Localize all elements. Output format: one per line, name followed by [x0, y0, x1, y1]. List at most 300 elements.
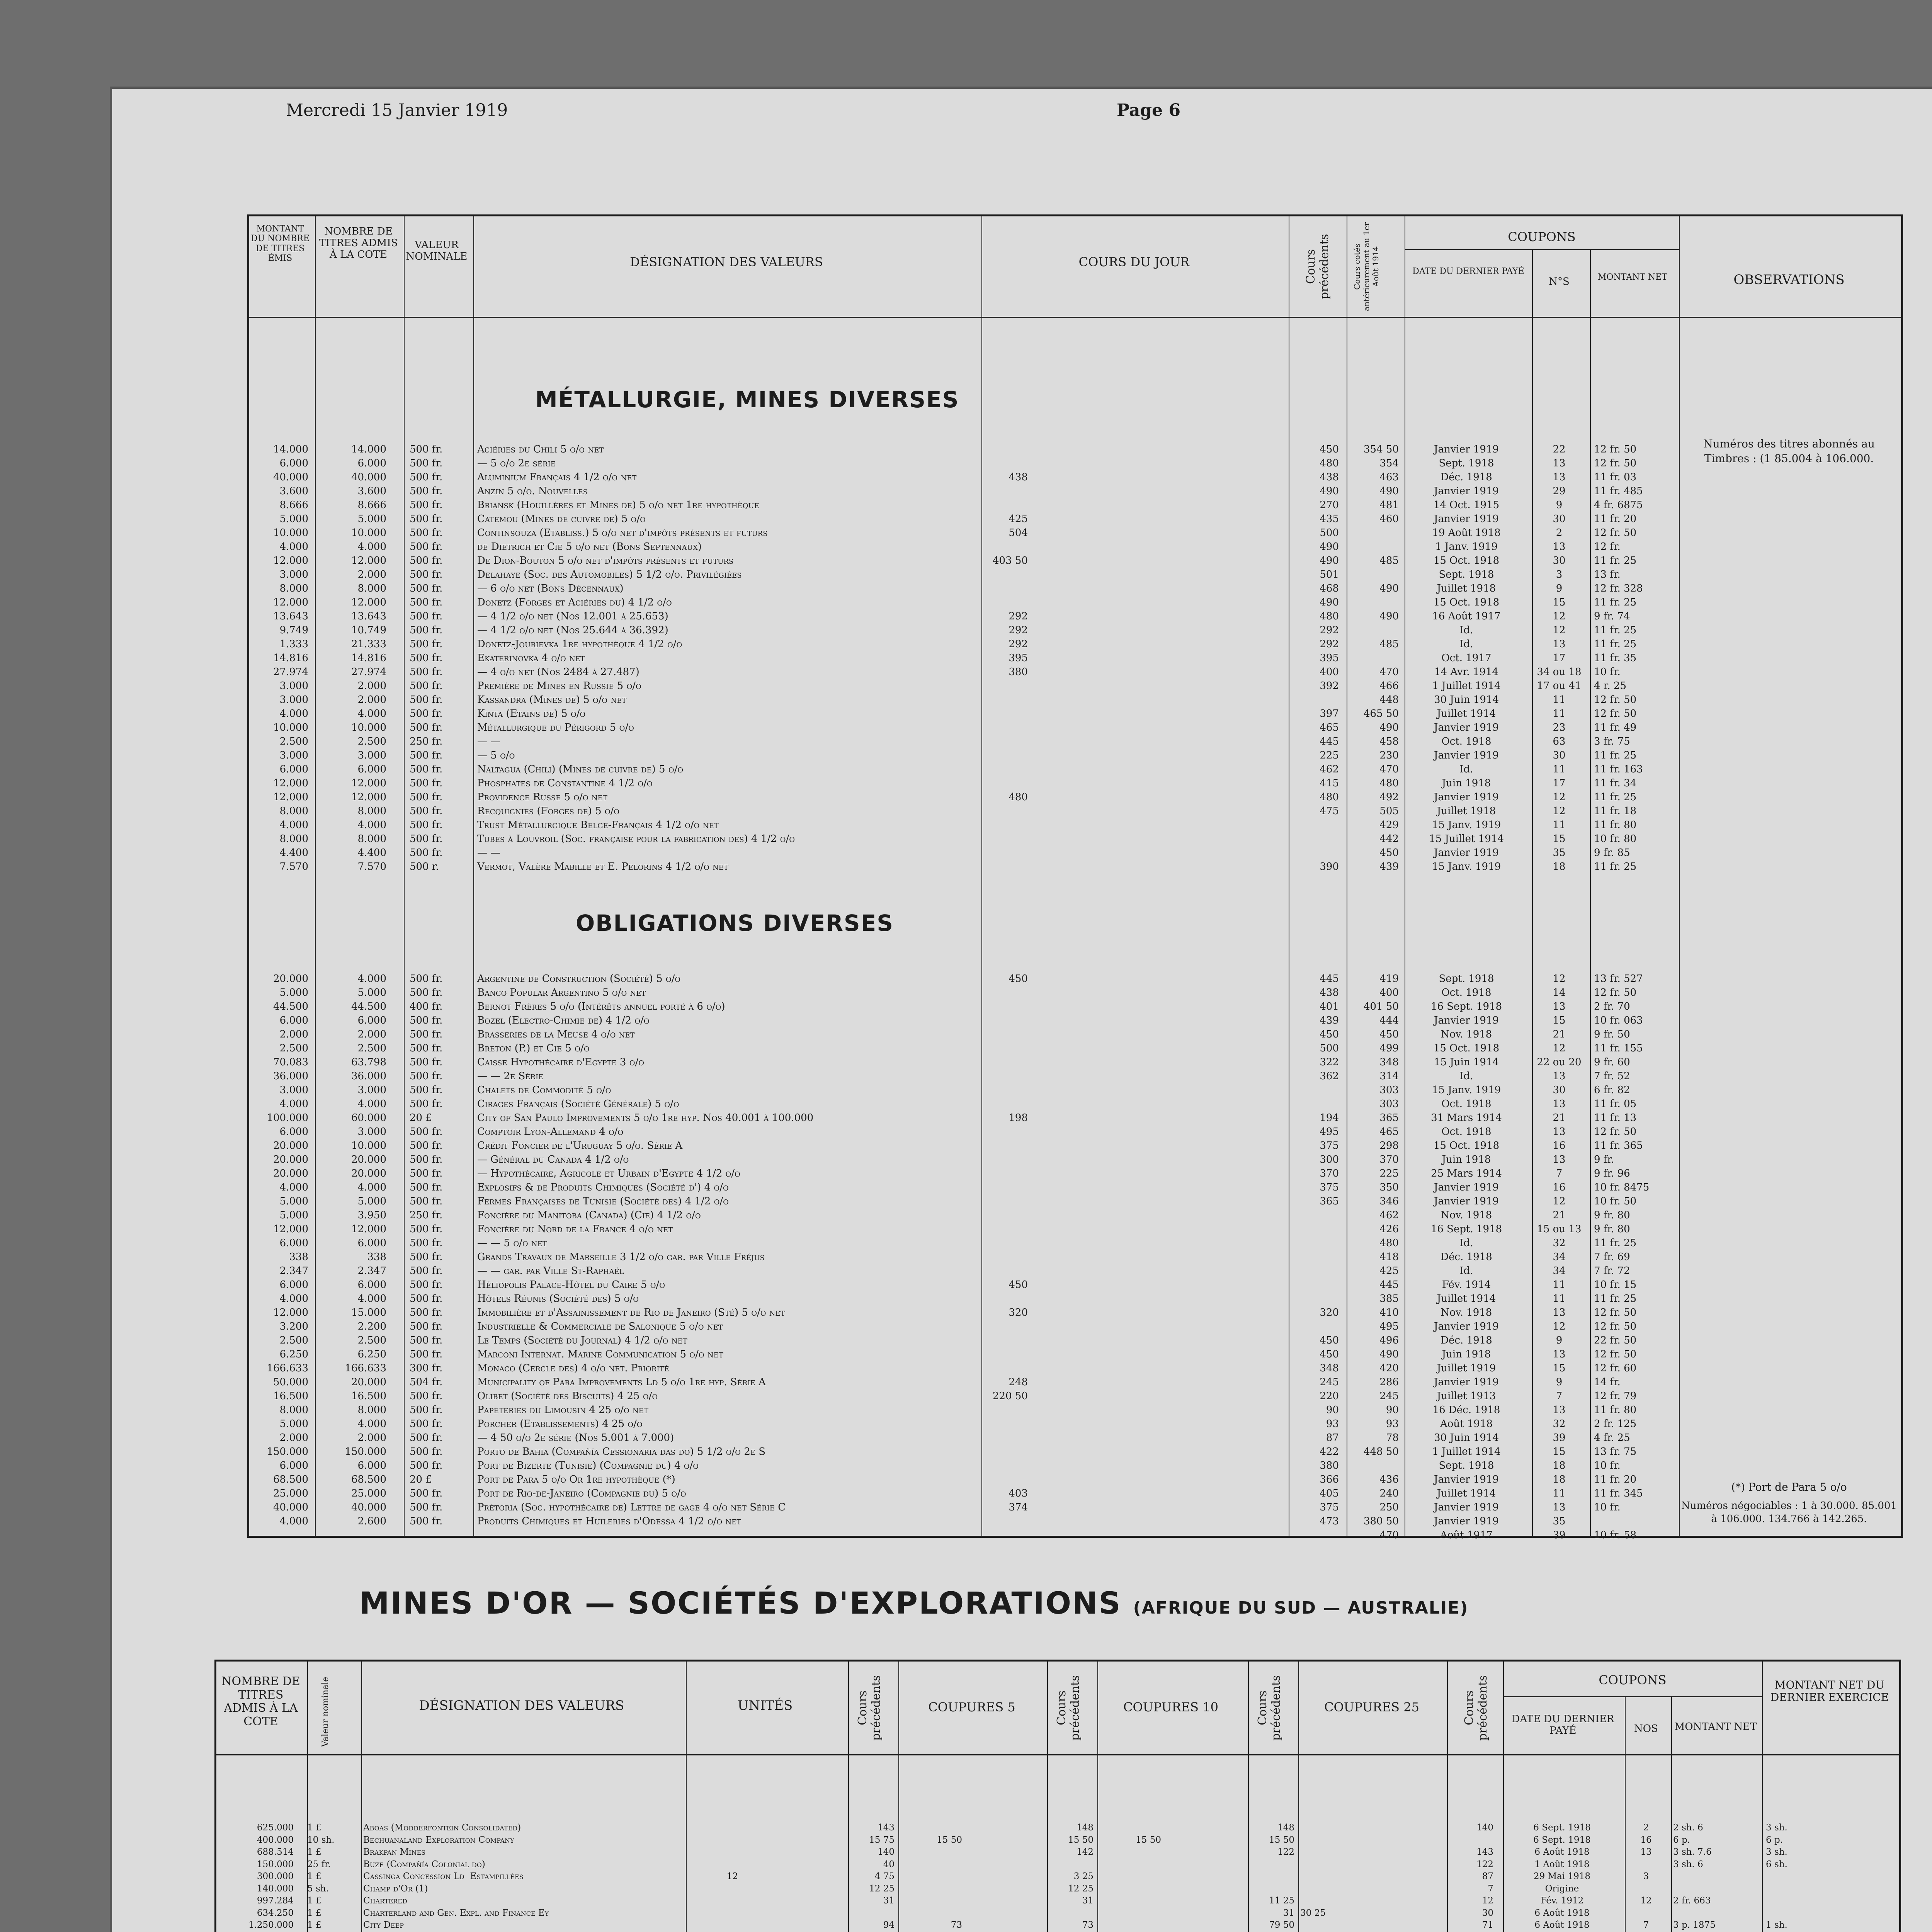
- table-cell: [983, 540, 1028, 554]
- table-cell: [983, 1333, 1028, 1347]
- table-cell: Brakpan Mines: [363, 1847, 426, 1857]
- table-cell: 6 Août 1918: [1534, 1920, 1590, 1930]
- obl-col-no: [1530, 972, 1588, 1542]
- table-cell: Kinta (Etains de) 5 o/o: [477, 708, 586, 719]
- table-cell: 30: [1553, 1084, 1566, 1096]
- col-header-designation: DÉSIGNATION DES VALEURS: [630, 255, 823, 269]
- table-cell: 625.000: [257, 1823, 294, 1833]
- table-cell: Oct. 1918: [1441, 1098, 1492, 1110]
- table-cell: 7: [1488, 1883, 1493, 1894]
- table-cell: 22 ou 20: [1537, 1056, 1582, 1068]
- col-header-coupons: COUPONS: [1508, 230, 1576, 244]
- table-cell: [688, 1834, 738, 1847]
- table-cell: 500 fr.: [410, 611, 443, 622]
- table-cell: 500 fr.: [410, 597, 443, 608]
- table-cell: [1300, 1919, 1439, 1932]
- table-cell: [983, 1473, 1028, 1486]
- table-cell: 496: [1379, 1335, 1399, 1346]
- table-cell: 500 fr.: [410, 1015, 443, 1026]
- table-cell: Monaco (Cercle des) 4 o/o net. Prioritè: [477, 1362, 669, 1374]
- table-cell: 245: [1320, 1376, 1339, 1388]
- table-cell: 1 Juillet 1914: [1432, 1446, 1501, 1458]
- table-cell: Bechuanaland Exploration Company: [363, 1835, 514, 1845]
- table-cell: 94: [883, 1920, 895, 1930]
- page-header: [112, 89, 1932, 124]
- table-cell: 9.749: [279, 624, 308, 636]
- table-cell: 12.000: [273, 1307, 308, 1318]
- table-cell: 4.000: [357, 1182, 386, 1193]
- table-cell: 4.000: [357, 1098, 386, 1110]
- table-cell: 415: [1320, 777, 1339, 789]
- table-cell: 9: [1556, 583, 1563, 594]
- table-cell: 397: [1320, 708, 1339, 719]
- table-cell: [900, 1822, 962, 1834]
- table-cell: 15 50: [1068, 1835, 1094, 1845]
- table-cell: 3 p. 1875: [1673, 1920, 1716, 1930]
- table-cell: 12.000: [273, 777, 308, 789]
- table-cell: 292: [1009, 624, 1028, 636]
- table-cell: 4 fr. 6875: [1594, 499, 1643, 511]
- table-cell: 11: [1553, 1293, 1566, 1304]
- table-cell: 13: [1553, 1070, 1566, 1082]
- table-cell: [1099, 1883, 1161, 1895]
- table-cell: 300.000: [257, 1871, 294, 1881]
- table-cell: [688, 1859, 738, 1871]
- table-cell: 248: [1009, 1376, 1028, 1388]
- table-cell: Fév. 1912: [1540, 1896, 1584, 1906]
- table-cell: 500 fr.: [410, 1404, 443, 1416]
- gm-col-date: [1501, 1822, 1623, 1932]
- table-cell: 1.333: [279, 638, 308, 650]
- table-cell: 9 fr. 60: [1594, 1056, 1630, 1068]
- table-cell: 4.000: [357, 541, 386, 553]
- table-cell: 380: [1009, 666, 1028, 678]
- table-cell: [1623, 1907, 1669, 1920]
- table-cell: 500 fr.: [410, 1390, 443, 1402]
- table-cell: 17: [1553, 652, 1566, 664]
- table-cell: 395: [1009, 652, 1028, 664]
- table-cell: 500 fr.: [410, 973, 443, 985]
- table-cell: 6 sh.: [1766, 1859, 1787, 1869]
- table-cell: 500 fr.: [410, 847, 443, 859]
- table-cell: 16 Déc. 1918: [1432, 1404, 1500, 1416]
- table-cell: 12.000: [273, 791, 308, 803]
- table-cell: [983, 1431, 1028, 1445]
- table-cell: 20.000: [273, 1154, 308, 1165]
- table-cell: 3 25: [1073, 1871, 1094, 1881]
- table-cell: 480: [1379, 777, 1399, 789]
- table-cell: 500 fr.: [410, 527, 443, 539]
- table-cell: 20.000: [273, 1140, 308, 1151]
- table-cell: 140: [1476, 1823, 1493, 1833]
- table-cell: 435: [1320, 513, 1339, 525]
- table-cell: 500 fr.: [410, 722, 443, 733]
- table-cell: 29 Mai 1918: [1533, 1871, 1591, 1881]
- table-cell: 25 fr.: [307, 1859, 331, 1869]
- table-cell: 12 fr. 50: [1594, 527, 1637, 539]
- table-cell: — 5 o/o 2e série: [477, 457, 556, 469]
- table-cell: Breton (P.) et Cie 5 o/o: [477, 1043, 590, 1054]
- table-cell: 40: [883, 1859, 895, 1869]
- table-cell: 16.500: [273, 1390, 308, 1402]
- table-cell: 11 fr. 345: [1594, 1488, 1643, 1499]
- table-cell: Comptoir Lyon-Allemand 4 o/o: [477, 1126, 624, 1138]
- table-cell: 500 fr.: [410, 485, 443, 497]
- table-cell: [315, 1528, 386, 1542]
- table-cell: 15: [1553, 1015, 1566, 1026]
- table-cell: [1766, 1871, 1897, 1883]
- table-cell: 6.000: [279, 1126, 308, 1138]
- table-cell: 11 fr. 485: [1594, 485, 1643, 497]
- table-cell: 13.643: [273, 611, 308, 622]
- table-cell: 480: [1009, 791, 1028, 803]
- table-cell: 36.000: [273, 1070, 308, 1082]
- table-cell: 11 fr. 25: [1594, 791, 1637, 803]
- table-cell: Déc. 1918: [1440, 1251, 1492, 1263]
- table-cell: Août 1918: [1440, 1418, 1493, 1430]
- table-cell: Héliopolis Palace-Hôtel du Caire 5 o/o: [477, 1279, 665, 1291]
- table-cell: 2.347: [357, 1265, 386, 1277]
- table-cell: City Deep: [363, 1920, 404, 1930]
- table-cell: 220: [1320, 1390, 1339, 1402]
- table-cell: 3.000: [357, 1126, 386, 1138]
- gold-mines-title-main: MINES D'OR — SOCIÉTÉS D'EXPLORATIONS: [359, 1586, 1122, 1621]
- table-cell: [1099, 1846, 1161, 1859]
- table-cell: 7 fr. 52: [1594, 1070, 1630, 1082]
- table-cell: 12 fr. 50: [1594, 987, 1637, 998]
- table-cell: [900, 1895, 962, 1907]
- table-cell: Nov. 1918: [1440, 1209, 1492, 1221]
- table-cell: Janvier 1919: [1434, 750, 1499, 761]
- table-cell: — Général du Canada 4 1/2 o/o: [477, 1154, 629, 1165]
- table-cell: [983, 1153, 1028, 1167]
- table-cell: 3 sh. 7.6: [1673, 1847, 1712, 1857]
- table-cell: 13 fr. 527: [1594, 973, 1643, 985]
- table-cell: de Dietrich et Cie 5 o/o net (Bons Septennaux): [477, 541, 702, 553]
- table-cell: Hôtels Réunis (Société des) 5 o/o: [477, 1293, 639, 1304]
- table-cell: [1349, 623, 1399, 637]
- table-cell: [1047, 1859, 1094, 1871]
- table-cell: 60.000: [351, 1112, 386, 1124]
- table-cell: Juillet 1914: [1437, 1488, 1496, 1499]
- table-cell: Juillet 1918: [1437, 805, 1496, 817]
- table-cell: [983, 1250, 1028, 1264]
- table-cell: — 4 1/2 o/o net (Nos 25.644 à 36.392): [477, 624, 668, 636]
- table-cell: 7.570: [279, 861, 308, 872]
- table-cell: [1300, 1871, 1439, 1883]
- table-cell: [983, 1083, 1028, 1097]
- table-cell: 6.000: [357, 1279, 386, 1291]
- table-cell: 1 £: [307, 1847, 321, 1857]
- table-cell: 9 fr. 85: [1594, 847, 1630, 859]
- table-cell: 6 Sept. 1918: [1533, 1835, 1591, 1845]
- table-cell: 473: [1320, 1515, 1339, 1527]
- table-cell: 422: [1320, 1446, 1339, 1458]
- table-cell: 14.000: [351, 444, 386, 455]
- table-cell: 500 fr.: [410, 1335, 443, 1346]
- table-cell: Janvier 1919: [1434, 1474, 1499, 1485]
- table-cell: 3 sh.: [1766, 1823, 1787, 1833]
- table-cell: Brasseries de la Meuse 4 o/o net: [477, 1029, 635, 1040]
- table-cell: 4.000: [357, 973, 386, 985]
- table-cell: Sept. 1918: [1439, 1460, 1494, 1471]
- obl-col-valeur: [410, 972, 464, 1542]
- table-cell: 303: [1379, 1098, 1399, 1110]
- table-cell: Providence Russe 5 o/o net: [477, 791, 607, 803]
- table-cell: [983, 1097, 1028, 1111]
- table-cell: 286: [1379, 1376, 1399, 1388]
- table-cell: 13 fr. 75: [1594, 1446, 1637, 1458]
- table-cell: 438: [1320, 471, 1339, 483]
- table-cell: 500 fr.: [410, 764, 443, 775]
- table-cell: [983, 1361, 1028, 1375]
- gm-col-cours-4: [1447, 1822, 1493, 1932]
- gm-header-exercice: MONTANT NET DU DERNIER EXERCICE: [1770, 1679, 1889, 1704]
- table-cell: 10 fr. 58: [1594, 1529, 1637, 1541]
- table-cell: 504: [1009, 527, 1028, 539]
- table-cell: Foncière du Nord de la France 4 o/o net: [477, 1223, 673, 1235]
- table-cell: 6.000: [279, 764, 308, 775]
- table-cell: [983, 1222, 1028, 1236]
- table-cell: Nov. 1918: [1440, 1307, 1492, 1318]
- table-cell: 20 £: [410, 1474, 432, 1485]
- table-cell: 385: [1379, 1293, 1399, 1304]
- table-cell: [1293, 1083, 1339, 1097]
- table-cell: [983, 860, 1028, 874]
- table-cell: 2 sh. 6: [1673, 1823, 1703, 1833]
- table-cell: 143: [878, 1823, 895, 1833]
- table-cell: 439: [1320, 1015, 1339, 1026]
- table-cell: — — 5 o/o net: [477, 1237, 547, 1249]
- table-cell: Id.: [1459, 764, 1473, 775]
- table-cell: 445: [1320, 973, 1339, 985]
- table-cell: Port de Bizerte (Tunisie) (Compagnie du) 4 o/o: [477, 1460, 699, 1471]
- table-cell: Fév. 1914: [1442, 1279, 1491, 1291]
- table-cell: 27.974: [351, 666, 386, 678]
- table-cell: 500 fr.: [410, 1502, 443, 1513]
- table-cell: 17: [1553, 777, 1566, 789]
- table-cell: 15 Janv. 1919: [1432, 819, 1501, 831]
- table-cell: 403: [1009, 1488, 1028, 1499]
- table-cell: 500 fr.: [410, 1196, 443, 1207]
- table-cell: 13: [1553, 457, 1566, 469]
- table-cell: 4.000: [357, 1293, 386, 1304]
- table-cell: 11 fr. 80: [1594, 1404, 1637, 1416]
- table-cell: 17 ou 41: [1537, 680, 1582, 692]
- table-cell: [983, 595, 1028, 609]
- table-cell: 15.000: [351, 1307, 386, 1318]
- table-cell: 11 fr. 20: [1594, 513, 1637, 525]
- table-cell: 292: [1009, 611, 1028, 622]
- table-cell: 380 50: [1364, 1515, 1399, 1527]
- table-cell: 490: [1320, 597, 1339, 608]
- table-cell: [1300, 1822, 1439, 1834]
- table-cell: 13: [1553, 638, 1566, 650]
- table-cell: 390: [1320, 861, 1339, 872]
- table-cell: 4.000: [279, 1293, 308, 1304]
- table-cell: 10.000: [351, 1140, 386, 1151]
- table-cell: 27.974: [273, 666, 308, 678]
- table-cell: Juillet 1914: [1437, 1293, 1496, 1304]
- table-cell: 12 fr. 79: [1594, 1390, 1637, 1402]
- table-cell: 470: [1379, 1529, 1399, 1541]
- table-cell: [983, 1264, 1028, 1278]
- table-cell: 3 fr. 75: [1594, 736, 1630, 747]
- table-cell: 13: [1553, 1001, 1566, 1012]
- col-header-cours-prec: Cours précédents: [1304, 234, 1331, 299]
- table-cell: 13: [1640, 1847, 1652, 1857]
- table-cell: 13: [1553, 1349, 1566, 1360]
- table-cell: 21: [1553, 1029, 1566, 1040]
- table-cell: Continsouza (Etabliss.) 5 o/o net d'impôts présents et futurs: [477, 527, 768, 539]
- table-cell: 11: [1553, 819, 1566, 831]
- table-cell: 375: [1320, 1502, 1339, 1513]
- table-cell: 6 Août 1918: [1534, 1908, 1590, 1918]
- table-cell: [1099, 1895, 1161, 1907]
- table-cell: 7: [1556, 1168, 1563, 1179]
- table-cell: 4.400: [357, 847, 386, 859]
- table-cell: 4.000: [279, 1515, 308, 1527]
- table-cell: 11 fr. 163: [1594, 764, 1643, 775]
- table-cell: 198: [1009, 1112, 1028, 1124]
- table-cell: 12.000: [273, 555, 308, 566]
- table-cell: Aboas (Modderfontein Consolidated): [363, 1823, 521, 1833]
- table-cell: 500 fr.: [410, 1307, 443, 1318]
- table-cell: [983, 1208, 1028, 1222]
- table-cell: 6 p.: [1766, 1835, 1783, 1845]
- table-cell: Tubes à Louvroil (Soc. française pour la fabrication des) 4 1/2 o/o: [477, 833, 795, 845]
- table-cell: 4.000: [357, 1418, 386, 1430]
- table-cell: Oct. 1918: [1441, 736, 1492, 747]
- table-cell: 490: [1320, 485, 1339, 497]
- table-cell: Phosphates de Constantine 4 1/2 o/o: [477, 777, 653, 789]
- table-cell: [983, 1528, 1028, 1542]
- table-cell: 495: [1320, 1126, 1339, 1138]
- table-cell: 365: [1320, 1196, 1339, 1207]
- table-cell: [477, 1528, 976, 1542]
- table-cell: 500 fr.: [410, 1029, 443, 1040]
- table-cell: 68.500: [273, 1474, 308, 1485]
- table-cell: Port de Para 5 o/o Or 1re hypothèque (*): [477, 1474, 675, 1485]
- table-cell: 40.000: [273, 471, 308, 483]
- table-cell: 420: [1379, 1362, 1399, 1374]
- table-cell: 2.000: [279, 1029, 308, 1040]
- table-cell: 688.514: [257, 1847, 294, 1857]
- table-cell: 370: [1379, 1154, 1399, 1165]
- table-cell: 450: [1320, 1029, 1339, 1040]
- table-cell: 44.500: [273, 1001, 308, 1012]
- gm-col-coupures-10: [1099, 1822, 1161, 1932]
- table-cell: Sept. 1918: [1439, 457, 1494, 469]
- table-cell: 5 sh.: [307, 1883, 329, 1894]
- table-cell: 19 Août 1918: [1432, 527, 1501, 539]
- table-cell: 15 Oct. 1918: [1433, 1043, 1500, 1054]
- table-cell: 439: [1379, 861, 1399, 872]
- table-cell: 292: [1320, 638, 1339, 650]
- table-cell: 3.600: [357, 485, 386, 497]
- table-cell: 460: [1379, 513, 1399, 525]
- table-cell: 12.000: [273, 597, 308, 608]
- table-cell: 429: [1379, 819, 1399, 831]
- table-cell: 458: [1379, 736, 1399, 747]
- observation-para: (*) Port de Para 5 o/o: [1731, 1481, 1847, 1493]
- table-cell: Cirages Français (Société Générale) 5 o/o: [477, 1098, 679, 1110]
- table-cell: 4.400: [279, 847, 308, 859]
- table-cell: Marconi Internat. Marine Communication 5 o/o net: [477, 1349, 723, 1360]
- gm-header-coupons: COUPONS: [1599, 1673, 1667, 1687]
- table-cell: 500 fr.: [410, 1418, 443, 1430]
- table-cell: 2.347: [279, 1265, 308, 1277]
- table-cell: 400.000: [257, 1835, 294, 1845]
- table-cell: 12 fr. 50: [1594, 1307, 1637, 1318]
- table-cell: 9: [1556, 1335, 1563, 1346]
- table-cell: [1293, 1208, 1339, 1222]
- gm-col-valeur: [307, 1822, 359, 1932]
- table-cell: 3.200: [279, 1321, 308, 1332]
- table-cell: 490: [1379, 1349, 1399, 1360]
- table-cell: Id.: [1459, 638, 1473, 650]
- table-cell: 12: [1553, 805, 1566, 817]
- table-cell: 4.000: [279, 541, 308, 553]
- table-cell: [900, 1883, 962, 1895]
- table-cell: 444: [1379, 1015, 1399, 1026]
- table-cell: [1293, 693, 1339, 707]
- col-header-montant: MONTANT DU NOMBRE DE TITRES ÉMIS: [251, 224, 310, 263]
- table-cell: 466: [1379, 680, 1399, 692]
- table-cell: 31: [1283, 1908, 1294, 1918]
- table-cell: 150.000: [267, 1446, 308, 1458]
- table-cell: 500 fr.: [410, 1070, 443, 1082]
- table-cell: [983, 1514, 1028, 1528]
- table-cell: [983, 442, 1028, 456]
- table-cell: 30: [1553, 750, 1566, 761]
- met-col-designation: [477, 442, 976, 874]
- table-cell: Charterland and Gen. Expl. and Finance Ey: [363, 1908, 549, 1918]
- table-cell: [983, 693, 1028, 707]
- gm-header-cours-2: Cours précédents: [1055, 1675, 1082, 1741]
- table-cell: [983, 1459, 1028, 1473]
- table-cell: [983, 1041, 1028, 1055]
- table-cell: 500 fr.: [410, 1279, 443, 1291]
- table-cell: 12.000: [351, 555, 386, 566]
- table-cell: 500 fr.: [410, 555, 443, 566]
- table-cell: 2.500: [357, 1335, 386, 1346]
- table-cell: 122: [1277, 1847, 1294, 1857]
- table-cell: 12 fr. 50: [1594, 1126, 1637, 1138]
- met-col-cours-cotes: [1349, 442, 1399, 874]
- table-cell: 4.000: [279, 1098, 308, 1110]
- table-cell: Ekaterinovka 4 o/o net: [477, 652, 585, 664]
- table-cell: [1766, 1907, 1897, 1920]
- table-cell: 194: [1320, 1112, 1339, 1124]
- table-cell: 8.000: [279, 583, 308, 594]
- table-cell: 2.000: [357, 694, 386, 706]
- table-cell: 3 sh. 6: [1673, 1859, 1703, 1869]
- table-cell: Donetz (Forges et Aciéries du) 4 1/2 o/o: [477, 597, 672, 608]
- table-cell: 12.000: [351, 597, 386, 608]
- table-cell: 490: [1379, 485, 1399, 497]
- table-cell: 6.000: [357, 764, 386, 775]
- table-cell: 500 fr.: [410, 1515, 443, 1527]
- table-cell: Bozel (Electro-Chimie de) 4 1/2 o/o: [477, 1015, 650, 1026]
- table-cell: 3.000: [279, 569, 308, 580]
- table-cell: 25.000: [351, 1488, 386, 1499]
- table-cell: 2.200: [357, 1321, 386, 1332]
- table-cell: 450: [1320, 444, 1339, 455]
- table-cell: — Hypothécaire, Agricole et Urbain d'Egypte 4 1/2 o/o: [477, 1168, 740, 1179]
- table-cell: 11 fr. 80: [1594, 819, 1637, 831]
- table-cell: 21: [1553, 1209, 1566, 1221]
